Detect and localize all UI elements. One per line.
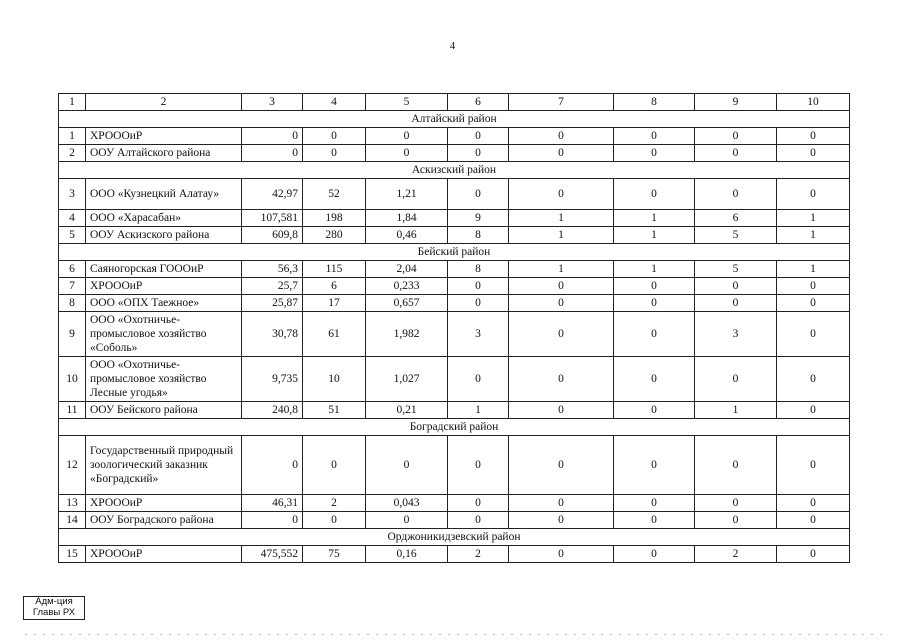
value-cell-col6: 0 bbox=[448, 145, 509, 162]
value-cell-col5: 1,027 bbox=[366, 357, 448, 402]
value-cell-col3: 25,7 bbox=[242, 278, 303, 295]
value-cell-col10: 0 bbox=[777, 402, 850, 419]
value-cell-col7: 0 bbox=[509, 128, 614, 145]
value-cell-col5: 1,84 bbox=[366, 210, 448, 227]
row-number-cell: 12 bbox=[59, 436, 86, 495]
value-cell-col6: 0 bbox=[448, 495, 509, 512]
value-cell-col6: 0 bbox=[448, 357, 509, 402]
value-cell-col3: 0 bbox=[242, 128, 303, 145]
value-cell-col3: 56,3 bbox=[242, 261, 303, 278]
value-cell-col4: 0 bbox=[303, 128, 366, 145]
value-cell-col5: 0,657 bbox=[366, 295, 448, 312]
value-cell-col6: 8 bbox=[448, 227, 509, 244]
value-cell-col6: 0 bbox=[448, 179, 509, 210]
value-cell-col6: 0 bbox=[448, 128, 509, 145]
value-cell-col6: 3 bbox=[448, 312, 509, 357]
value-cell-col9: 5 bbox=[695, 227, 777, 244]
value-cell-col3: 0 bbox=[242, 512, 303, 529]
organization-name-cell: ООО «Охотничье-промысловое хозяйство «Соболь» bbox=[86, 312, 242, 357]
value-cell-col8: 0 bbox=[614, 495, 695, 512]
value-cell-col4: 0 bbox=[303, 512, 366, 529]
header-cell: 3 bbox=[242, 94, 303, 111]
organization-name-cell: ООО «Кузнецкий Алатау» bbox=[86, 179, 242, 210]
value-cell-col9: 6 bbox=[695, 210, 777, 227]
organization-name-cell: ООУ Боградского района bbox=[86, 512, 242, 529]
row-number-cell: 8 bbox=[59, 295, 86, 312]
header-cell: 6 bbox=[448, 94, 509, 111]
value-cell-col7: 0 bbox=[509, 145, 614, 162]
section-row bbox=[59, 419, 850, 436]
value-cell-col4: 2 bbox=[303, 495, 366, 512]
row-number-cell: 10 bbox=[59, 357, 86, 402]
value-cell-col3: 9,735 bbox=[242, 357, 303, 402]
value-cell-col3: 25,87 bbox=[242, 295, 303, 312]
value-cell-col6: 2 bbox=[448, 546, 509, 563]
section-title: Аскизский район bbox=[59, 162, 850, 179]
table-row bbox=[59, 295, 850, 312]
value-cell-col6: 1 bbox=[448, 402, 509, 419]
organization-name-cell: ООУ Аскизского района bbox=[86, 227, 242, 244]
value-cell-col8: 1 bbox=[614, 210, 695, 227]
table-row bbox=[59, 312, 850, 357]
row-number-cell: 2 bbox=[59, 145, 86, 162]
value-cell-col8: 0 bbox=[614, 312, 695, 357]
section-title: Бейский район bbox=[59, 244, 850, 261]
value-cell-col3: 107,581 bbox=[242, 210, 303, 227]
value-cell-col4: 115 bbox=[303, 261, 366, 278]
value-cell-col4: 52 bbox=[303, 179, 366, 210]
value-cell-col4: 51 bbox=[303, 402, 366, 419]
value-cell-col8: 0 bbox=[614, 295, 695, 312]
header-cell: 9 bbox=[695, 94, 777, 111]
value-cell-col4: 61 bbox=[303, 312, 366, 357]
section-title: Алтайский район bbox=[59, 111, 850, 128]
value-cell-col9: 0 bbox=[695, 495, 777, 512]
value-cell-col8: 1 bbox=[614, 261, 695, 278]
value-cell-col10: 0 bbox=[777, 179, 850, 210]
value-cell-col4: 198 bbox=[303, 210, 366, 227]
value-cell-col6: 0 bbox=[448, 436, 509, 495]
value-cell-col10: 1 bbox=[777, 210, 850, 227]
value-cell-col9: 1 bbox=[695, 402, 777, 419]
row-number-cell: 3 bbox=[59, 179, 86, 210]
organization-name-cell: ООУ Алтайского района bbox=[86, 145, 242, 162]
value-cell-col6: 0 bbox=[448, 295, 509, 312]
value-cell-col3: 0 bbox=[242, 436, 303, 495]
value-cell-col5: 0,043 bbox=[366, 495, 448, 512]
row-number-cell: 4 bbox=[59, 210, 86, 227]
value-cell-col3: 46,31 bbox=[242, 495, 303, 512]
organization-name-cell: ООО «ОПХ Таежное» bbox=[86, 295, 242, 312]
value-cell-col5: 0 bbox=[366, 436, 448, 495]
table-body bbox=[59, 94, 850, 563]
value-cell-col10: 0 bbox=[777, 546, 850, 563]
value-cell-col7: 0 bbox=[509, 312, 614, 357]
value-cell-col9: 0 bbox=[695, 145, 777, 162]
value-cell-col3: 0 bbox=[242, 145, 303, 162]
table-row bbox=[59, 546, 850, 563]
value-cell-col10: 0 bbox=[777, 128, 850, 145]
table-row bbox=[59, 261, 850, 278]
organization-name-cell: ХРОООиР bbox=[86, 546, 242, 563]
value-cell-col8: 0 bbox=[614, 357, 695, 402]
row-number-cell: 14 bbox=[59, 512, 86, 529]
value-cell-col10: 0 bbox=[777, 436, 850, 495]
value-cell-col7: 0 bbox=[509, 179, 614, 210]
value-cell-col5: 0,21 bbox=[366, 402, 448, 419]
value-cell-col4: 280 bbox=[303, 227, 366, 244]
value-cell-col7: 0 bbox=[509, 402, 614, 419]
value-cell-col7: 0 bbox=[509, 357, 614, 402]
header-cell: 2 bbox=[86, 94, 242, 111]
value-cell-col8: 1 bbox=[614, 227, 695, 244]
value-cell-col8: 0 bbox=[614, 278, 695, 295]
organization-name-cell: ХРОООиР bbox=[86, 278, 242, 295]
value-cell-col5: 0,16 bbox=[366, 546, 448, 563]
page-number: 4 bbox=[449, 40, 456, 52]
row-number-cell: 7 bbox=[59, 278, 86, 295]
value-cell-col10: 0 bbox=[777, 145, 850, 162]
value-cell-col5: 0,46 bbox=[366, 227, 448, 244]
value-cell-col7: 1 bbox=[509, 261, 614, 278]
value-cell-col3: 475,552 bbox=[242, 546, 303, 563]
table-row bbox=[59, 278, 850, 295]
organization-name-cell: Саяногорская ГОООиР bbox=[86, 261, 242, 278]
row-number-cell: 6 bbox=[59, 261, 86, 278]
value-cell-col7: 0 bbox=[509, 295, 614, 312]
table-row bbox=[59, 512, 850, 529]
table-row bbox=[59, 436, 850, 495]
row-number-cell: 15 bbox=[59, 546, 86, 563]
value-cell-col8: 0 bbox=[614, 145, 695, 162]
organization-name-cell: ООО «Охотничье-промысловое хозяйство Лесные угодья» bbox=[86, 357, 242, 402]
header-cell: 7 bbox=[509, 94, 614, 111]
data-table bbox=[58, 93, 850, 563]
organization-name-cell: ХРОООиР bbox=[86, 128, 242, 145]
value-cell-col10: 0 bbox=[777, 512, 850, 529]
value-cell-col8: 0 bbox=[614, 402, 695, 419]
header-cell: 4 bbox=[303, 94, 366, 111]
value-cell-col10: 1 bbox=[777, 261, 850, 278]
value-cell-col3: 30,78 bbox=[242, 312, 303, 357]
value-cell-col3: 240,8 bbox=[242, 402, 303, 419]
value-cell-col9: 0 bbox=[695, 357, 777, 402]
table-row bbox=[59, 357, 850, 402]
value-cell-col5: 1,21 bbox=[366, 179, 448, 210]
row-number-cell: 5 bbox=[59, 227, 86, 244]
row-number-cell: 9 bbox=[59, 312, 86, 357]
value-cell-col9: 0 bbox=[695, 179, 777, 210]
value-cell-col9: 5 bbox=[695, 261, 777, 278]
value-cell-col9: 0 bbox=[695, 278, 777, 295]
table-row bbox=[59, 210, 850, 227]
scan-noise-line bbox=[25, 634, 885, 635]
value-cell-col9: 2 bbox=[695, 546, 777, 563]
value-cell-col3: 609,8 bbox=[242, 227, 303, 244]
table-row bbox=[59, 145, 850, 162]
section-title: Орджоникидзевский район bbox=[59, 529, 850, 546]
value-cell-col5: 2,04 bbox=[366, 261, 448, 278]
section-title: Боградский район bbox=[59, 419, 850, 436]
section-row bbox=[59, 111, 850, 128]
row-number-cell: 11 bbox=[59, 402, 86, 419]
value-cell-col8: 0 bbox=[614, 128, 695, 145]
value-cell-col7: 0 bbox=[509, 436, 614, 495]
value-cell-col4: 10 bbox=[303, 357, 366, 402]
value-cell-col8: 0 bbox=[614, 546, 695, 563]
value-cell-col7: 0 bbox=[509, 495, 614, 512]
value-cell-col7: 1 bbox=[509, 210, 614, 227]
value-cell-col4: 0 bbox=[303, 145, 366, 162]
value-cell-col6: 8 bbox=[448, 261, 509, 278]
value-cell-col7: 0 bbox=[509, 546, 614, 563]
value-cell-col10: 0 bbox=[777, 357, 850, 402]
row-number-cell: 13 bbox=[59, 495, 86, 512]
value-cell-col9: 0 bbox=[695, 128, 777, 145]
value-cell-col4: 0 bbox=[303, 436, 366, 495]
value-cell-col8: 0 bbox=[614, 179, 695, 210]
value-cell-col9: 0 bbox=[695, 512, 777, 529]
value-cell-col7: 1 bbox=[509, 227, 614, 244]
organization-name-cell: Государственный природный зоологический заказник «Боградский» bbox=[86, 436, 242, 495]
value-cell-col3: 42,97 bbox=[242, 179, 303, 210]
section-row bbox=[59, 529, 850, 546]
value-cell-col10: 0 bbox=[777, 495, 850, 512]
header-cell: 8 bbox=[614, 94, 695, 111]
value-cell-col5: 0,233 bbox=[366, 278, 448, 295]
stamp-line-2: Главы РХ bbox=[32, 606, 76, 618]
value-cell-col8: 0 bbox=[614, 436, 695, 495]
section-row bbox=[59, 162, 850, 179]
section-row bbox=[59, 244, 850, 261]
value-cell-col5: 0 bbox=[366, 512, 448, 529]
value-cell-col4: 17 bbox=[303, 295, 366, 312]
organization-name-cell: ХРОООиР bbox=[86, 495, 242, 512]
value-cell-col5: 0 bbox=[366, 145, 448, 162]
value-cell-col9: 0 bbox=[695, 436, 777, 495]
organization-name-cell: ООУ Бейского района bbox=[86, 402, 242, 419]
value-cell-col9: 3 bbox=[695, 312, 777, 357]
value-cell-col6: 0 bbox=[448, 512, 509, 529]
table-row bbox=[59, 227, 850, 244]
stamp-line-1: Адм-ция bbox=[35, 596, 73, 607]
value-cell-col5: 0 bbox=[366, 128, 448, 145]
value-cell-col6: 9 bbox=[448, 210, 509, 227]
value-cell-col4: 75 bbox=[303, 546, 366, 563]
row-number-cell: 1 bbox=[59, 128, 86, 145]
value-cell-col10: 0 bbox=[777, 295, 850, 312]
value-cell-col7: 0 bbox=[509, 278, 614, 295]
value-cell-col10: 0 bbox=[777, 312, 850, 357]
value-cell-col5: 1,982 bbox=[366, 312, 448, 357]
value-cell-col4: 6 bbox=[303, 278, 366, 295]
table-row bbox=[59, 128, 850, 145]
header-cell: 1 bbox=[59, 94, 86, 111]
stamp bbox=[23, 596, 85, 620]
organization-name-cell: ООО «Харасабан» bbox=[86, 210, 242, 227]
value-cell-col9: 0 bbox=[695, 295, 777, 312]
table-row bbox=[59, 495, 850, 512]
value-cell-col10: 0 bbox=[777, 278, 850, 295]
table-row bbox=[59, 402, 850, 419]
value-cell-col7: 0 bbox=[509, 512, 614, 529]
header-cell: 10 bbox=[777, 94, 850, 111]
value-cell-col8: 0 bbox=[614, 512, 695, 529]
value-cell-col10: 1 bbox=[777, 227, 850, 244]
table-header-row bbox=[59, 94, 850, 111]
value-cell-col6: 0 bbox=[448, 278, 509, 295]
table-row bbox=[59, 179, 850, 210]
header-cell: 5 bbox=[366, 94, 448, 111]
